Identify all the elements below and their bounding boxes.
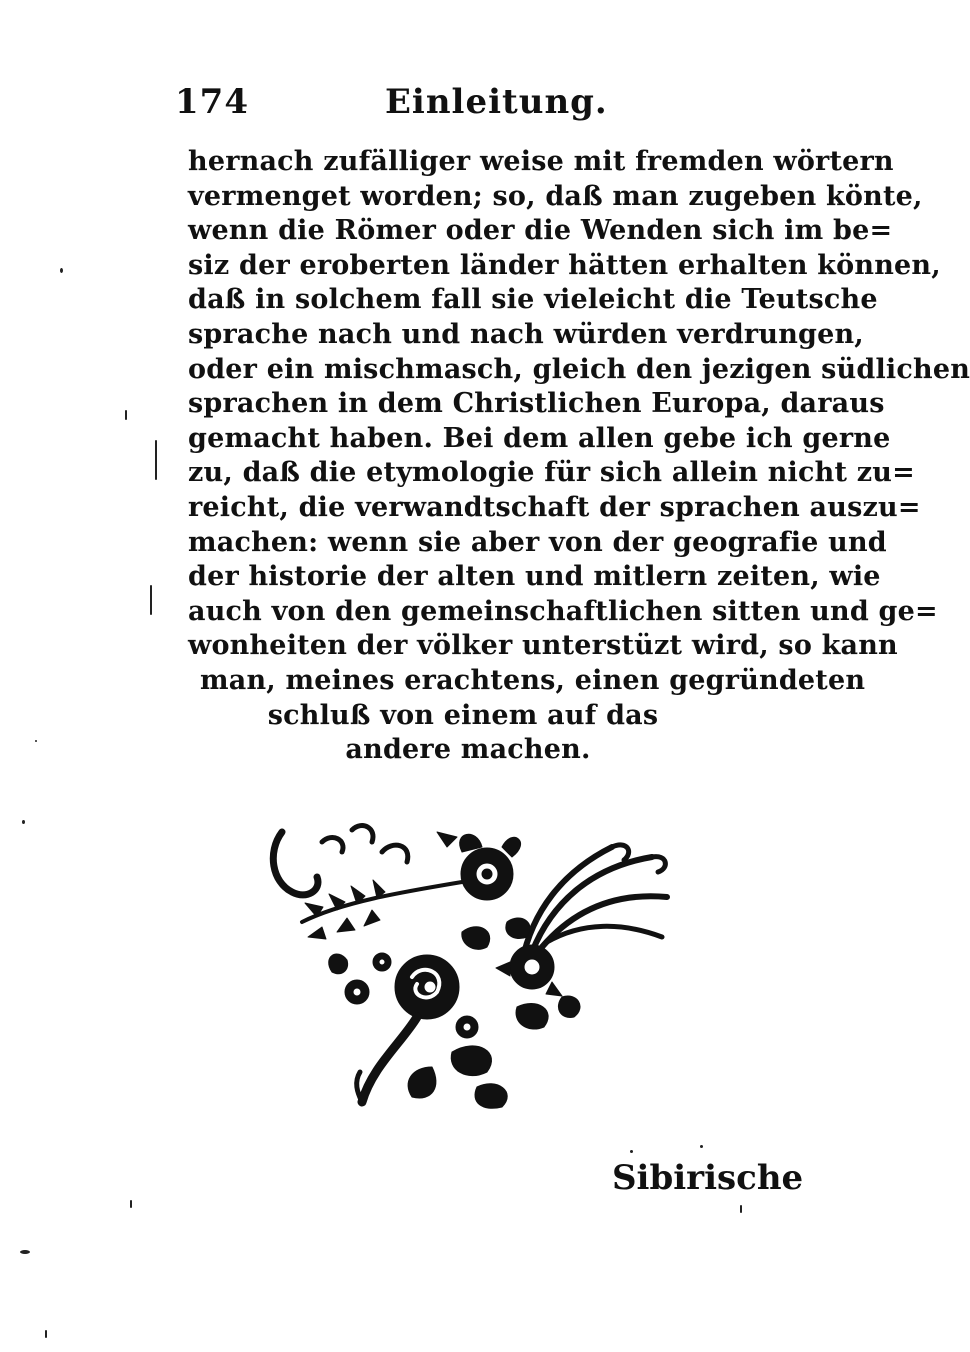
text-line: daß in solchem fall sie vieleicht die Teutsche <box>188 284 878 316</box>
text-line: vermenget worden; so, daß man zugeben könte, <box>188 180 923 212</box>
print-speck <box>155 440 157 480</box>
text-line: sprache nach und nach würden verdrungen, <box>188 318 864 350</box>
text-line: hernach zufälliger weise mit fremden wörtern <box>188 146 894 177</box>
print-speck <box>130 1200 132 1208</box>
print-speck <box>45 1330 47 1338</box>
print-speck <box>60 268 63 273</box>
page-header <box>175 82 745 130</box>
text-line: der historie der alten und mitlern zeiten, wie <box>188 561 881 593</box>
print-speck <box>150 585 152 615</box>
text-line: schluß von einem auf das <box>267 699 659 731</box>
text-line: gemacht haben. Bei dem allen gebe ich gerne <box>188 422 891 454</box>
text-line: zu, daß die etymologie für sich allein nicht zu= <box>188 457 915 489</box>
print-speck <box>35 740 37 742</box>
text-line: sprachen in dem Christlichen Europa, daraus <box>188 388 885 420</box>
print-speck <box>700 1145 703 1148</box>
floral-vignette-icon <box>262 812 692 1112</box>
print-speck <box>630 1150 633 1153</box>
text-line: auch von den gemeinschaftlichen sitten und ge= <box>188 595 938 627</box>
print-speck <box>20 1250 30 1254</box>
text-line: machen: wenn sie aber von der geografie und <box>188 526 887 558</box>
print-speck <box>125 410 127 420</box>
catchword: Sibirische <box>612 1158 804 1198</box>
text-line: reicht, die verwandtschaft der sprachen auszu= <box>188 491 921 523</box>
text-line: wonheiten der völker unterstüzt wird, so kann <box>188 630 898 662</box>
running-head: Einleitung. <box>385 82 608 122</box>
text-line: wenn die Römer oder die Wenden sich im be= <box>188 215 893 247</box>
page-number: 174 <box>175 82 249 122</box>
text-line: siz der eroberten länder hätten erhalten können, <box>188 249 941 281</box>
print-speck <box>22 820 25 824</box>
text-line: andere machen. <box>345 734 591 766</box>
print-speck <box>740 1205 742 1213</box>
text-line: man, meines erachtens, einen gegründeten <box>200 664 866 696</box>
text-line: oder ein mischmasch, gleich den jezigen südlichen <box>188 353 970 385</box>
body-text <box>188 145 970 768</box>
